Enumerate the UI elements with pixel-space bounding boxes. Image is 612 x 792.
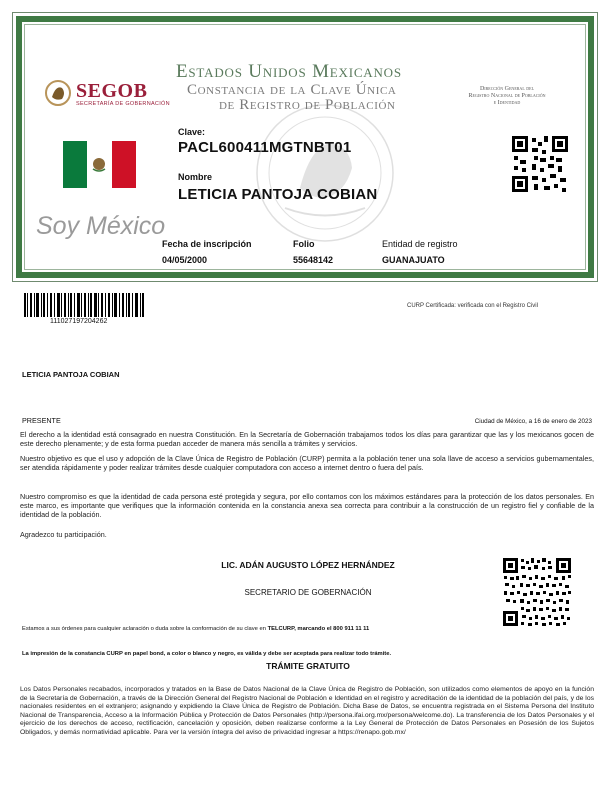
segob-wordmark: SEGOB (76, 80, 148, 102)
paragraph-2: Nuestro objetivo es que el uso y adopción de la Clave Única de Registro de Población (CURP) permita a la población tener una sola llave de acceso a servicios gubernamentales, ser atendida rápidamente y poder realizar trámites desde cualquier computadora con acceso a internet dentro o fuera del país. (20, 454, 594, 472)
soy-mexico-text: Soy México (36, 212, 166, 240)
signer-name: LIC. ADÁN AUGUSTO LÓPEZ HERNÁNDEZ (221, 560, 395, 570)
tramite-gratuito: TRÁMITE GRATUITO (266, 661, 350, 671)
paragraph-3: Nuestro compromiso es que la identidad de cada persona esté protegida y segura, por ello contamos con los máximos estándares para la protección de los datos personales. En este marco, es importante que verifiques que la información contenida en la constancia anexa sea correcta para contribuir a la construcción de un registro fiel y confiable de la identidad de la población. (20, 492, 594, 519)
fecha-label: Fecha de inscripción (162, 239, 252, 249)
qr-code-icon (510, 134, 570, 194)
nombre-value: LETICIA PANTOJA COBIAN (178, 186, 378, 203)
agency-name: Dirección General del Registro Nacional de Población e Identidad (468, 86, 546, 106)
recipient-name: LETICIA PANTOJA COBIAN (22, 370, 120, 379)
mexico-flag-icon (63, 141, 136, 188)
signer-title: SECRETARIO DE GOBERNACIÓN (244, 588, 372, 597)
contact-text: Estamos a sus órdenes para cualquier aclaración o duda sobre la conformación de su clave en (22, 626, 266, 632)
segob-seal-icon (44, 79, 72, 111)
fecha-value: 04/05/2000 (162, 255, 208, 265)
entidad-value: GUANAJUATO (382, 255, 445, 265)
barcode-icon (24, 293, 144, 317)
letter-date: Ciudad de México, a 16 de enero de 2023 (474, 418, 592, 425)
folio-label: Folio (293, 239, 315, 249)
folio-value: 55648142 (293, 255, 334, 265)
print-note: La impresión de la constancia CURP en papel bond, a color o blanco y negro, es válida y debe ser aceptada para realizar todo trámite. (22, 651, 392, 657)
clave-label: Clave: (178, 127, 206, 137)
nombre-label: Nombre (178, 172, 213, 182)
curp-value: PACL600411MGTNBT01 (178, 139, 352, 156)
thanks-text: Agradezco tu participación. (20, 530, 107, 539)
signature-qr-code-icon (502, 557, 572, 627)
entidad-label: Entidad de registro (382, 239, 458, 249)
document-subtitle-line2: de Registro de Población (219, 97, 396, 113)
contact-phone: TELCURP, marcando el 800 911 11 11 (267, 626, 370, 632)
document-subtitle-line1: Constancia de la Clave Única (187, 82, 397, 98)
certified-note: CURP Certificada: verificada con el Registro Civil (407, 303, 538, 309)
paragraph-1: El derecho a la identidad está consagrado en nuestra Constitución. En la Secretaría de Gobernación trabajamos todos los días para garantizar que las y los mexicanos gocen de este derecho plenamente; y de esta forma puedan acceder de manera más sencilla a trámites y servicios. (20, 430, 594, 448)
segob-subtitle: SECRETARÍA DE GOBERNACIÓN (76, 101, 170, 107)
privacy-notice: Los Datos Personales recabados, incorporados y tratados en la Base de Datos Nacional de la Clave Única de Registro de Población, son utilizados como elementos de apoyo en la función de la Secretaría de Gobernación, a través de la Dirección General del Registro Nacional de Población e Identidad en el registro y acreditación de la identidad de la población del país, y de los nacionales residentes en el extranjero; asignando y expidiendo la Clave Única de Registro de Población. Dicha Base de Datos, se encuentra registrada en el Sistema Persona del Instituto Nacional de Transparencia, Acceso a la Información Pública y Protección de Datos Personales (http://persona.ifai.org.mx/persona/welcome.do). La transferencia de los Datos Personales y el ejercicio de los derechos de acceso, rectificación, cancelación y oposición, deben realizarse conforme a la Ley General de Protección de Datos Personales en Posesión de los Sujetos Obligados, y demás normatividad aplicable. Para ver la versión íntegra del aviso de privacidad ingresar a https://renapo.gob.mx/ (20, 686, 594, 736)
coat-of-arms-watermark-icon (230, 98, 420, 248)
document-title: Estados Unidos Mexicanos (176, 61, 402, 82)
contact-line (22, 626, 369, 632)
presente-text: PRESENTE (22, 416, 61, 425)
barcode-number: 111027197204262 (50, 318, 108, 325)
